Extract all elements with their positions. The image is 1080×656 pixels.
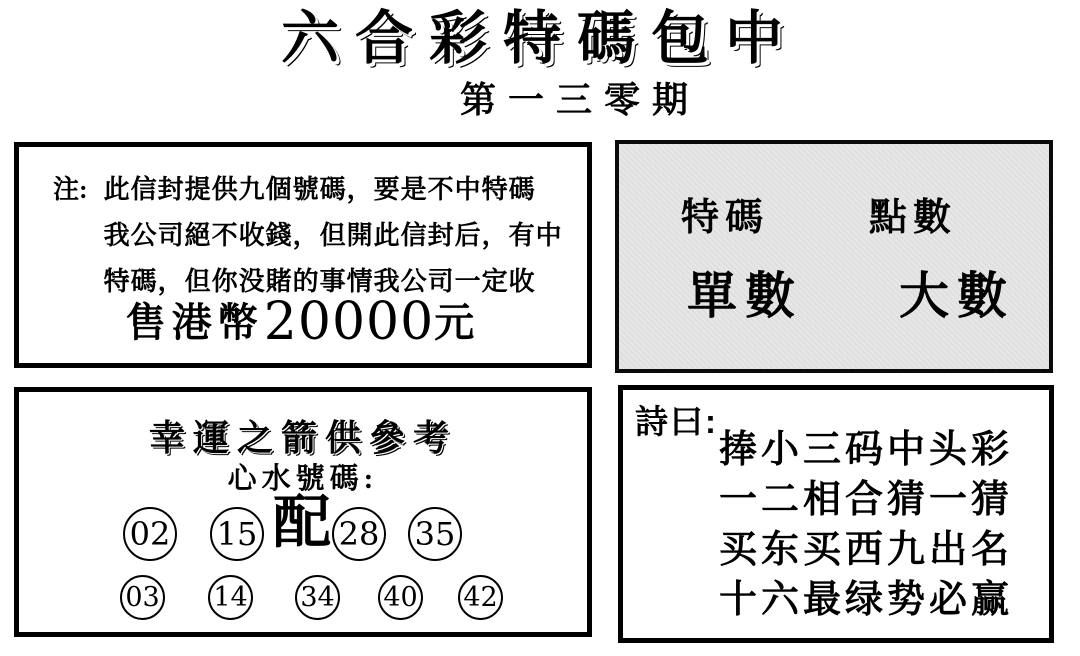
poem-line-3: 买东买西九出名	[719, 529, 1014, 571]
poem-line-2: 一二相合猜一猜	[719, 479, 1014, 521]
lucky-subheading: 心水號碼:	[227, 463, 379, 495]
category-odd-numbers: 單數	[687, 268, 803, 324]
note-line-3: 特碼，但你没賭的事情我公司一定收	[103, 267, 536, 296]
category-special-code: 特碼	[681, 197, 770, 239]
categories-box	[615, 140, 1053, 373]
price-suffix: 元	[434, 300, 481, 345]
lucky-numbers-box	[14, 387, 592, 637]
number-ball-35: 35	[408, 507, 462, 561]
price-prefix: 售港幣	[125, 300, 264, 345]
pair-character: 配	[272, 490, 331, 555]
poem-label: 詩曰:	[635, 403, 718, 440]
number-ball-28: 28	[332, 507, 386, 561]
note-box	[14, 142, 592, 368]
poem-line-4: 十六最绿势必赢	[719, 579, 1014, 621]
lucky-heading: 幸運之箭供參考	[148, 418, 457, 458]
number-ball-14: 14	[208, 575, 253, 620]
category-points: 點數	[869, 197, 958, 239]
number-ball-34: 34	[295, 575, 340, 620]
category-big-numbers: 大數	[899, 268, 1015, 324]
page-title: 六合彩特碼包中	[280, 6, 799, 71]
poem-line-1: 捧小三码中头彩	[719, 429, 1014, 471]
poem-box	[618, 385, 1054, 643]
note-lines	[104, 167, 563, 305]
note-label: 注:	[53, 175, 88, 204]
note-line-1: 此信封提供九個號碼，要是不中特碼	[103, 175, 536, 204]
note-line-2: 我公司絕不收錢，但開此信封后，有中	[103, 221, 563, 250]
note-row	[19, 147, 587, 305]
number-ball-15: 15	[210, 507, 264, 561]
number-ball-03: 03	[120, 575, 165, 620]
number-ball-02: 02	[123, 507, 177, 561]
number-ball-42: 42	[458, 575, 503, 620]
price-line	[19, 292, 587, 352]
price-amount: 20000	[263, 292, 435, 352]
issue-number: 第一三零期	[459, 80, 700, 120]
number-ball-40: 40	[378, 575, 423, 620]
